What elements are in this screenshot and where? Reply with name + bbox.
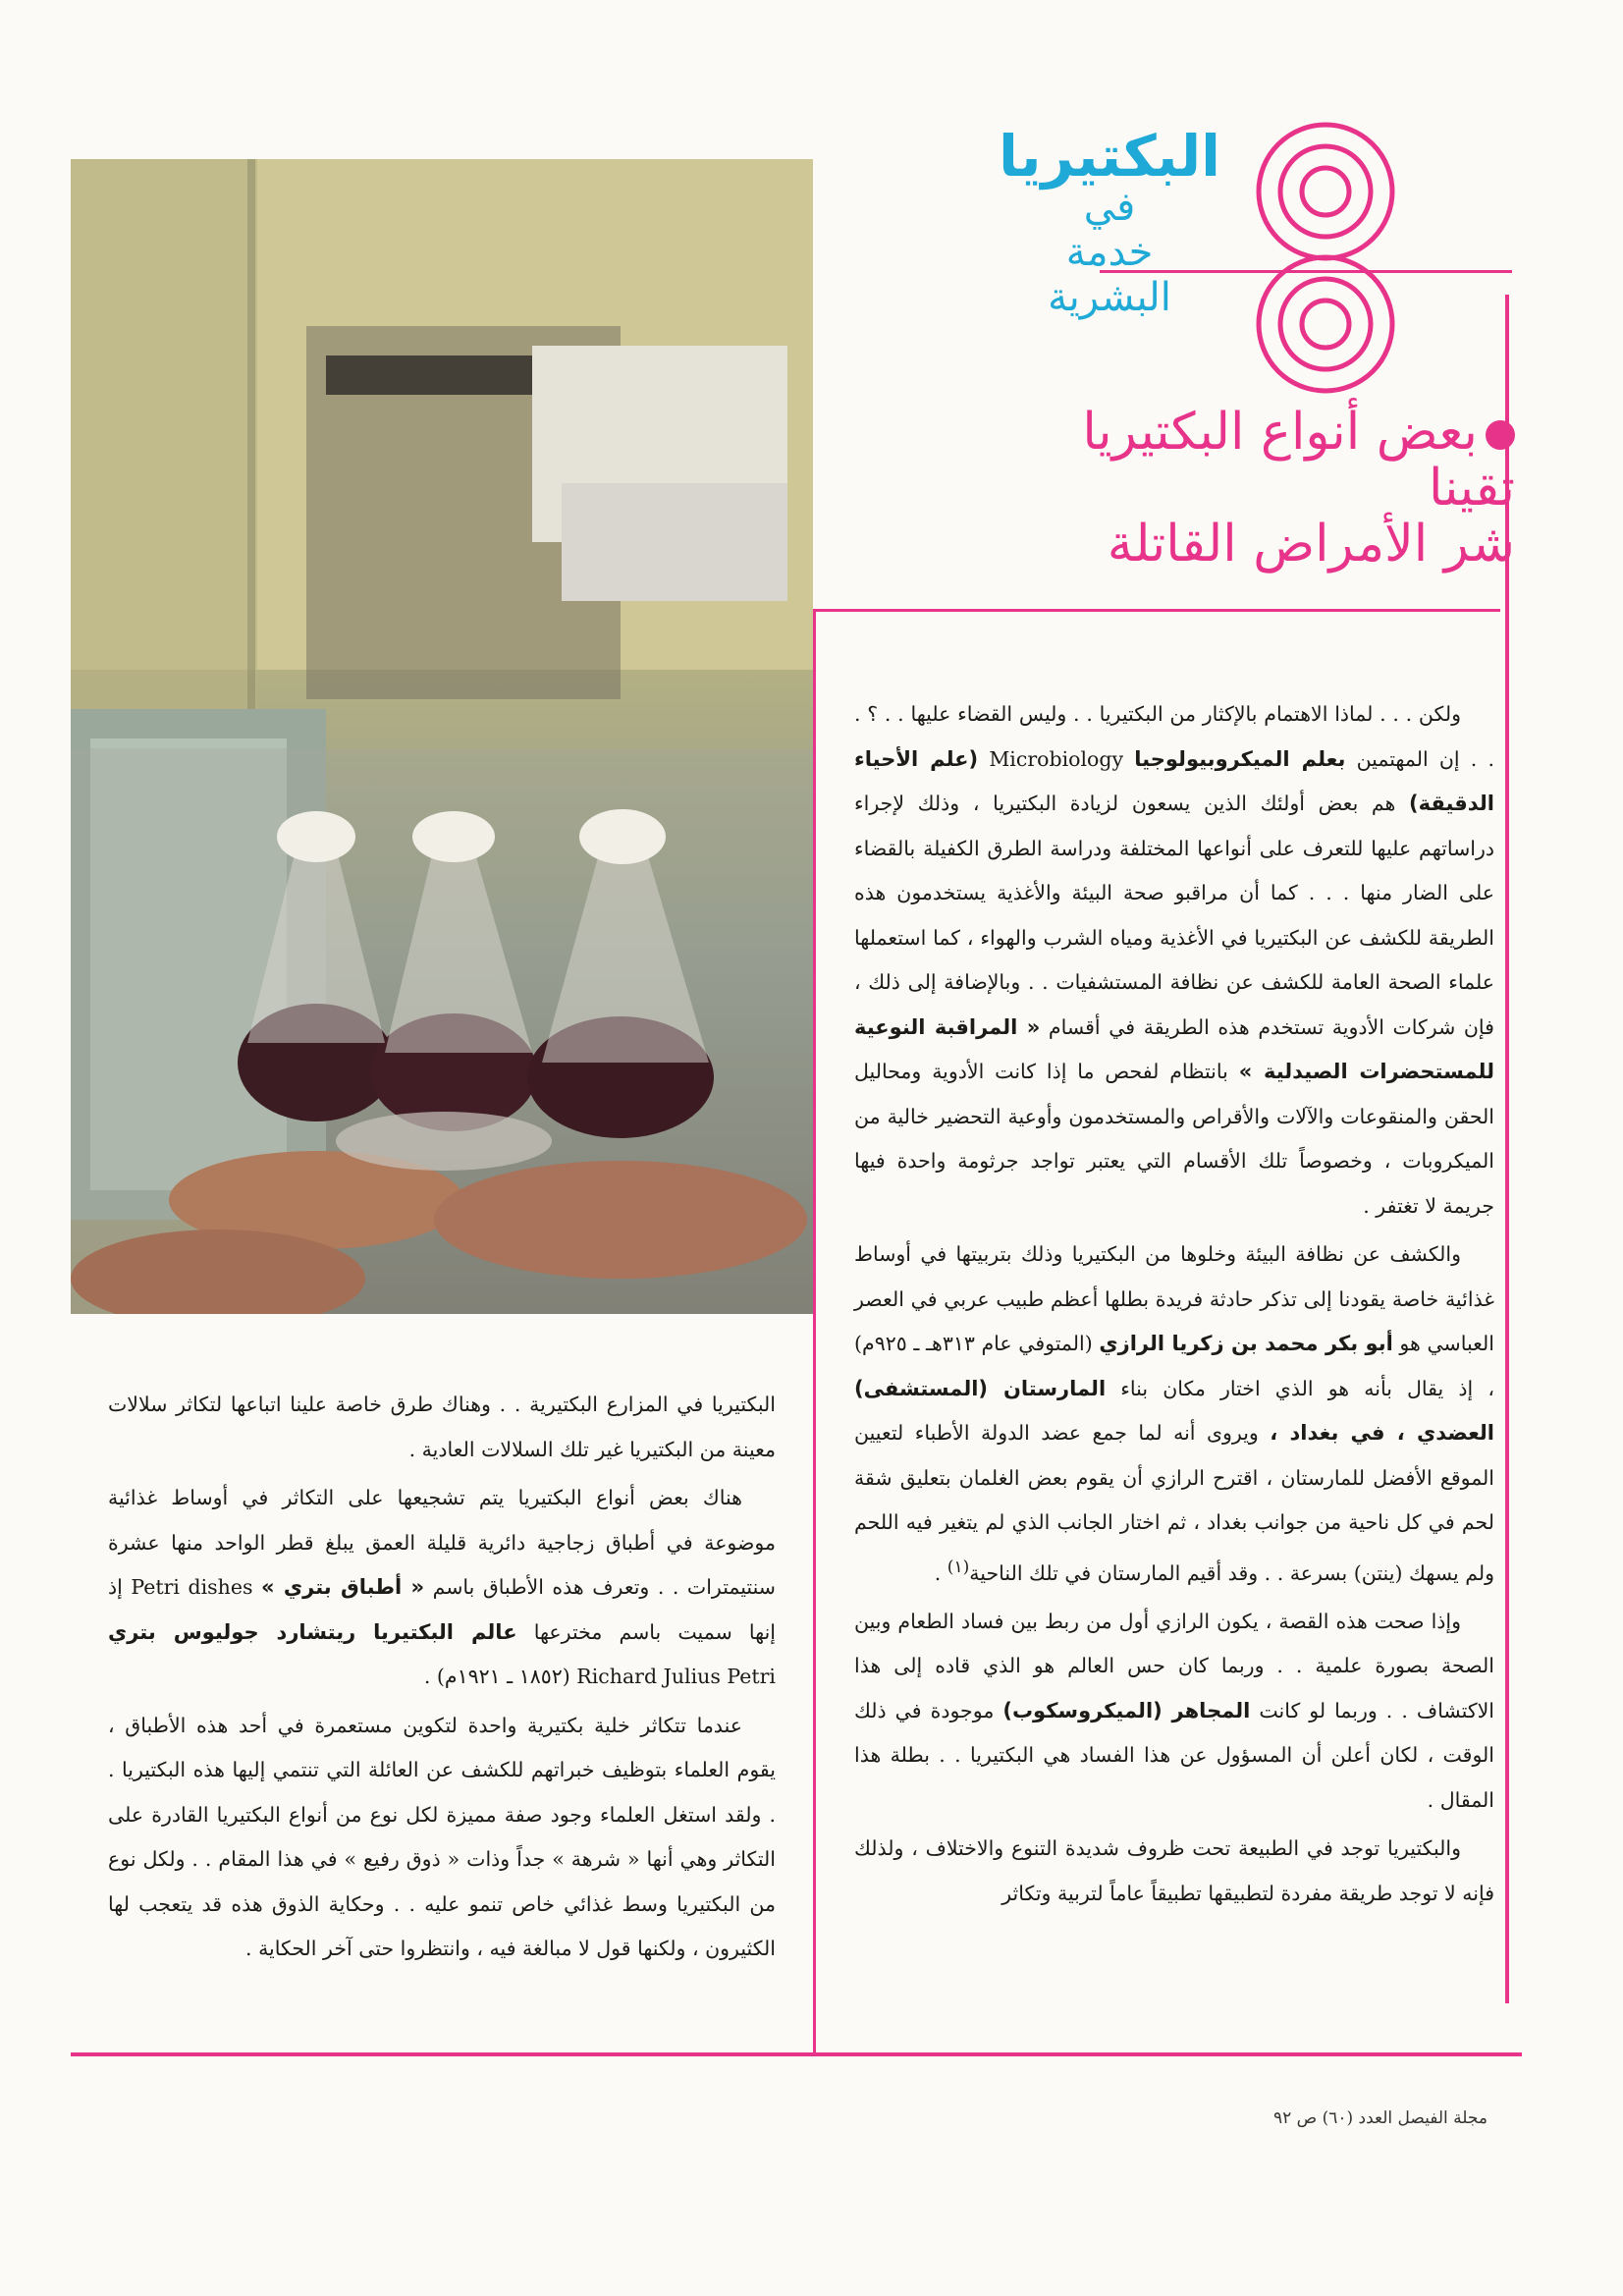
- bold-term: المارستان (المستشفى) العضدي ، في بغداد ،: [854, 1376, 1495, 1445]
- title-in: في: [1083, 185, 1136, 230]
- text-run: (المتوفي عام ٣١٣هـ ـ ٩٢٥م) ، إذ يقال بأنه هو الذي اختار مكان بناء: [854, 1332, 1494, 1400]
- frame-inner-vertical: [813, 609, 816, 2052]
- text-run: (١٨٥٢ ـ ١٩٢١م) .: [423, 1665, 570, 1688]
- latin-term: Microbiology: [989, 746, 1124, 771]
- left-column: [108, 1383, 776, 1976]
- paragraph: [108, 1476, 776, 1700]
- text-run: موجودة في ذلك الوقت ، لكان أعلن أن المسؤول عن هذا الفساد هي البكتيريا . . بطلة هذا المقال .: [854, 1698, 1494, 1812]
- lab-photo-illustration: [71, 159, 813, 1314]
- bold-term: (علم الأحياء الدقيقة): [854, 746, 1494, 815]
- frame-inner-top: [813, 609, 1500, 612]
- paragraph: [854, 1600, 1494, 1824]
- text-run: وإذا صحت هذه القصة ، يكون الرازي أول من ربط بين فساد الطعام وبين الصحة بصورة علمية . . وربما كان حس العالم هو الذي قاده إلى هذا الاكتشاف . . وربما لو كانت: [854, 1609, 1494, 1722]
- bullet-icon: [1486, 420, 1515, 450]
- text-run: والكشف عن نظافة البيئة وخلوها من البكتيريا وذلك بتربيتها في أوساط غذائية خاصة يقودنا إلى تذكر حادثة فريدة بطلها أعظم طبيب عربي في العصر العباسي هو: [854, 1242, 1494, 1355]
- text-run: هم بعض أولئك الذين يسعون لزيادة البكتيريا ، وذلك لإجراء دراساتهم عليها للتعرف على أنواعها المختلفة ودراسة الطرق الكفيلة بالقضاء على الضار منها . . . كما أن مراقبو صحة البيئة والأغذية يستخدمون هذه الطريقة للكشف عن البكتيريا في الأغذية ومياه الشرب والهواء ، كما استعملها علماء الصحة العامة للكشف عن نظافة المستشفيات . . وبالإضافة إلى ذلك ، فإن شركات الأدوية تستخدم هذه الطريقة في أقسام: [854, 792, 1494, 1039]
- bold-term: بعلم الميكروبيولوجيا: [1134, 746, 1346, 771]
- bold-term: عالم البكتيريا ريتشارد جوليوس بتري: [108, 1619, 517, 1644]
- text-run: .: [934, 1560, 942, 1585]
- title-line2: خدمة: [1065, 230, 1154, 275]
- frame-bottom-rule: [71, 2052, 1522, 2056]
- text-run: بانتظام لفحص ما إذا كانت الأدوية ومحاليل الحقن والمنقوعات والآلات والأقراص والمستخدمون وأوعية التحضير خالية من الميكروبات ، وخصوصاً تلك الأقسام التي يعتبر تواجد جرثومة واحدة فيها جريمة لا تغتفر .: [854, 1060, 1494, 1218]
- paragraph: عندما تتكاثر خلية بكتيرية واحدة لتكوين مستعمرة في أحد هذه الأطباق ، يقوم العلماء بتوظيف خبراتهم للكشف عن العائلة التي تنتمي إليها هذه البكتيريا . . ولقد استغل العلماء وجود صفة مميزة لكل نوع من أنواع البكتيريا القادرة على التكاثر وهي أنها « شرهة » جداً وذات « ذوق رفيع » في هذا المقام . . ولكل نوع من البكتيريا وسط غذائي خاص تنمو عليه . . وحكاية الذوق هذه قد يتعجب لها الكثيرون ، ولكنها قول لا مبالغة فيه ، وانتظروا حتى آخر الحكاية .: [108, 1713, 776, 1960]
- latin-term: Richard Julius Petri: [576, 1665, 776, 1688]
- right-column: [854, 692, 1494, 1920]
- paragraph: والبكتيريا توجد في الطبيعة تحت ظروف شديدة التنوع والاختلاف ، ولذلك فإنه لا توجد طريقة مفردة لتطبيقها تطبيقاً عاماً لتربية وتكاثر: [854, 1836, 1494, 1905]
- headline-line2: تقينا: [1428, 459, 1515, 519]
- text-run: ويروى أنه لما جمع عضد الدولة الأطباء لتعيين الموقع الأفضل للمارستان ، اقترح الرازي أن يقوم بعض الغلمان بتعليق شقة لحم في كل ناحية من جوانب بغداد ، ثم اختار الجانب الذي لم يتغير فيه اللحم ولم يسهك (ينتن) بسرعة . . وقد أقيم المارستان في تلك الناحية: [854, 1421, 1494, 1585]
- paragraph: [854, 692, 1494, 1229]
- bold-term: المجاهر (الميكروسكوب): [1002, 1698, 1251, 1722]
- article-title: [972, 123, 1247, 320]
- concentric-circles-icon: [1247, 108, 1404, 403]
- paragraph: البكتيريا في المزارع البكتيرية . . وهناك طرق خاصة علينا اتباعها لتكاثر سلالات معينة من البكتيريا غير تلك السلالات العادية .: [108, 1393, 776, 1461]
- headline: [828, 405, 1515, 574]
- text-run: إذ إنها سميت باسم مخترعها: [108, 1575, 776, 1644]
- footnote-marker: (١): [947, 1557, 970, 1577]
- bold-term: أبو بكر محمد بن زكريا الرازي: [1099, 1332, 1393, 1355]
- headline-line1: بعض أنواع البكتيريا: [1082, 403, 1478, 462]
- text-run: هناك بعض أنواع البكتيريا يتم تشجيعها على التكاثر في أوساط غذائية موضوعة في أطباق زجاجية دائرية قليلة العمق يبلغ قطر الواحد منها عشرة سنتيمترات . . وتعرف هذه الأطباق باسم: [108, 1486, 776, 1599]
- lab-photo: [71, 159, 813, 1314]
- text-run: ولكن . . . لماذا الاهتمام بالإكثار من البكتيريا . . وليس القضاء عليها . . ؟ . . . إن المهتمين: [854, 702, 1494, 771]
- paragraph: [854, 1232, 1494, 1596]
- latin-term: Petri dishes: [131, 1575, 253, 1599]
- bold-term: « أطباق بتري »: [261, 1575, 425, 1599]
- headline-line3: شر الأمراض القاتلة: [1107, 515, 1515, 574]
- page-footer: مجلة الفيصل العدد (٦٠) ص ٩٢: [1272, 2108, 1488, 2128]
- bold-term: « المراقبة النوعية للمستحضرات الصيدلية »: [854, 1014, 1494, 1083]
- title-main: البكتيريا: [998, 123, 1221, 190]
- title-line3: البشرية: [1048, 275, 1171, 320]
